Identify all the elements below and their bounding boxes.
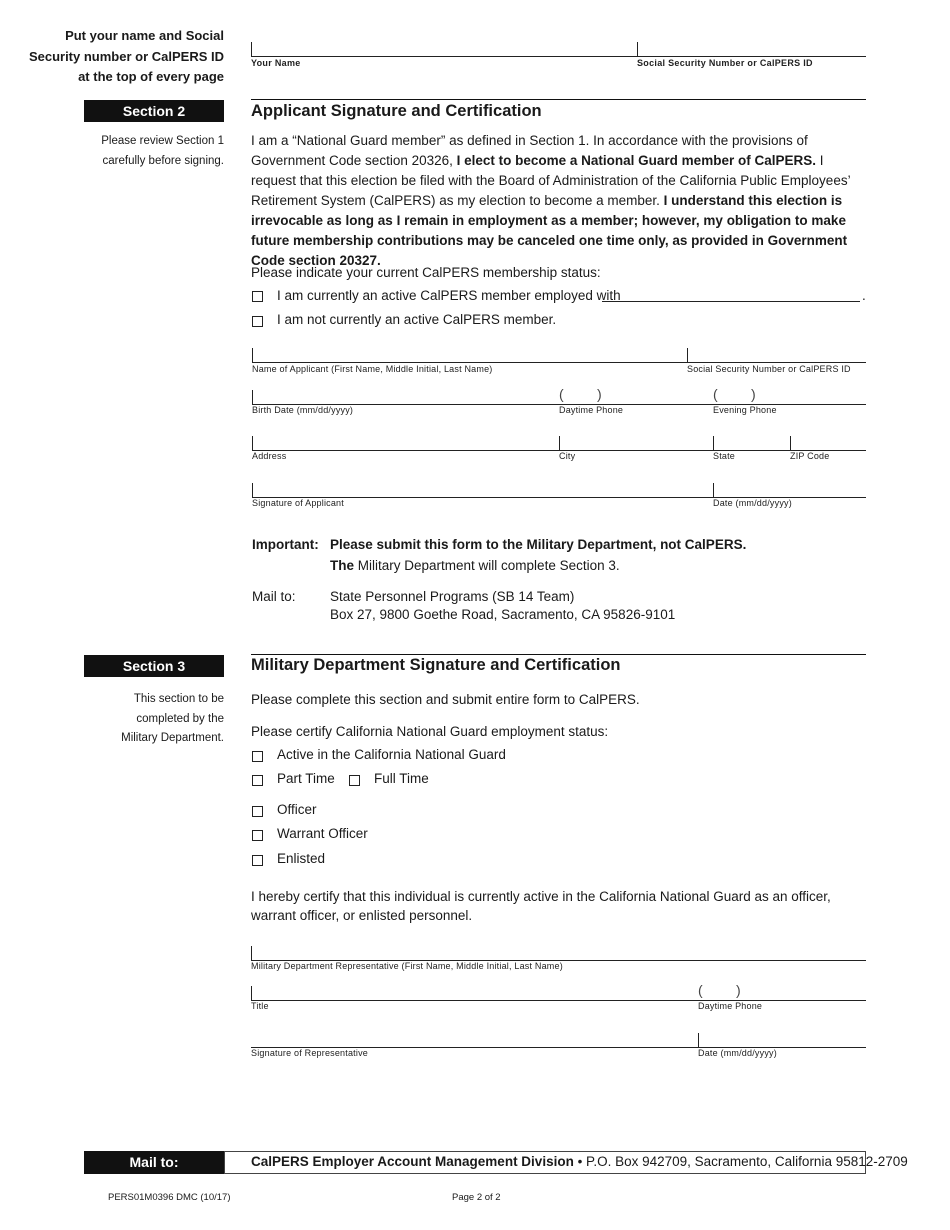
important-rest: Military Department will complete Section 3. xyxy=(354,558,620,573)
section-3-title: Military Department Signature and Certification xyxy=(251,656,621,674)
part-time-label: Part Time xyxy=(277,771,335,786)
election-paragraph xyxy=(251,131,867,271)
field-tick xyxy=(251,42,252,56)
section-3-instruction: Please complete this section and submit entire form to CalPERS. xyxy=(251,692,640,707)
important-label: Important: xyxy=(252,537,319,552)
paren-close: ) xyxy=(751,386,756,402)
side-note-line: carefully before signing. xyxy=(102,154,224,167)
representative-name-field[interactable] xyxy=(251,946,866,961)
full-time-label: Full Time xyxy=(374,771,429,786)
part-time-checkbox[interactable] xyxy=(252,775,263,786)
section-2-bar: Section 2 xyxy=(84,100,224,122)
field-tick xyxy=(713,483,714,497)
title-label: Title xyxy=(251,1001,269,1011)
state-label: State xyxy=(713,451,736,461)
officer-checkbox[interactable] xyxy=(252,806,263,817)
header-note-line: Security number or CalPERS ID xyxy=(28,48,224,64)
field-tick xyxy=(252,390,253,404)
header-note-line: Put your name and Social xyxy=(65,28,224,43)
enlisted-checkbox[interactable] xyxy=(252,855,263,866)
certification-statement xyxy=(251,888,867,925)
important-line-2 xyxy=(330,558,620,573)
field-tick xyxy=(698,1033,699,1047)
field-tick xyxy=(252,436,253,450)
paren-open: ( xyxy=(559,386,564,402)
form-id: PERS01M0396 DMC (10/17) xyxy=(108,1192,231,1203)
option-period: . xyxy=(862,288,866,303)
footer-division: CalPERS Employer Account Management Division xyxy=(251,1154,574,1169)
active-guard-label: Active in the California National Guard xyxy=(277,747,506,762)
applicant-date-label: Date (mm/dd/yyyy) xyxy=(713,498,792,508)
footer-address xyxy=(251,1154,908,1169)
section-2-side-note xyxy=(40,132,224,171)
representative-signature-row[interactable] xyxy=(251,1033,866,1048)
field-tick xyxy=(251,946,252,960)
certify-line: I hereby certify that this individual is currently active in the California National Guard as an officer, xyxy=(251,889,831,904)
header-note-line: at the top of every page xyxy=(78,69,224,84)
active-member-checkbox[interactable] xyxy=(252,291,263,302)
membership-status-prompt: Please indicate your current CalPERS membership status: xyxy=(251,265,601,280)
section-rule xyxy=(251,654,866,655)
field-tick xyxy=(559,436,560,450)
applicant-name-field[interactable] xyxy=(252,348,866,363)
title-phone-row[interactable] xyxy=(251,986,866,1001)
field-tick xyxy=(252,483,253,497)
field-tick xyxy=(790,436,791,450)
full-time-checkbox[interactable] xyxy=(349,775,360,786)
warrant-officer-checkbox[interactable] xyxy=(252,830,263,841)
paren-open: ( xyxy=(698,982,703,998)
paren-close: ) xyxy=(597,386,602,402)
field-tick xyxy=(713,436,714,450)
important-the: The xyxy=(330,558,355,573)
not-member-checkbox[interactable] xyxy=(252,316,263,327)
mail-address-line-2: Box 27, 9800 Goethe Road, Sacramento, CA 95826-9101 xyxy=(330,607,676,622)
city-label: City xyxy=(559,451,576,461)
applicant-ssn-label: Social Security Number or CalPERS ID xyxy=(687,364,851,374)
section-3-bar: Section 3 xyxy=(84,655,224,677)
section-rule xyxy=(251,99,866,100)
rep-daytime-phone-label: Daytime Phone xyxy=(698,1001,763,1011)
paragraph-bold: I understand this election is irrevocable as long as I remain in employment as a member; however, my obligation to make future membership contributions may be canceled one time only, as provided in Government Code section 20327. xyxy=(251,193,848,268)
warrant-officer-label: Warrant Officer xyxy=(277,826,368,841)
active-member-label: I am currently an active CalPERS member employed with xyxy=(277,288,621,303)
page-number: Page 2 of 2 xyxy=(452,1192,501,1203)
field-tick xyxy=(251,986,252,1000)
side-note-line: This section to be xyxy=(133,693,224,705)
footer-mailto-bar: Mail to: xyxy=(84,1151,224,1174)
important-line-1: Please submit this form to the Military Department, not CalPERS. xyxy=(330,537,747,552)
section-2-title: Applicant Signature and Certification xyxy=(251,102,542,120)
side-note-line: Military Department. xyxy=(121,732,224,744)
applicant-name-label: Name of Applicant (First Name, Middle Initial, Last Name) xyxy=(252,364,493,374)
rep-signature-label: Signature of Representative xyxy=(251,1048,368,1058)
enlisted-label: Enlisted xyxy=(277,851,326,866)
applicant-signature-label: Signature of Applicant xyxy=(252,498,344,508)
paragraph-text: I request that this election be filed with the Board of Administration of the California Public Employees’ Retirement System (CalPERS) as my election to become a member. xyxy=(251,153,851,208)
side-note-line: completed by the xyxy=(136,712,224,725)
representative-name-label: Military Department Representative (First Name, Middle Initial, Last Name) xyxy=(251,961,563,971)
paren-open: ( xyxy=(713,386,718,402)
daytime-phone-label: Daytime Phone xyxy=(559,405,624,415)
active-guard-checkbox[interactable] xyxy=(252,751,263,762)
section-2-mailto-label: Mail to: xyxy=(252,589,296,604)
zip-label: ZIP Code xyxy=(790,451,830,461)
not-member-label: I am not currently an active CalPERS member. xyxy=(277,312,557,327)
certify-status-prompt: Please certify California National Guard employment status: xyxy=(251,724,609,739)
your-name-label: Your Name xyxy=(251,58,301,68)
rep-date-label: Date (mm/dd/yyyy) xyxy=(698,1048,777,1058)
your-name-field[interactable] xyxy=(251,42,866,57)
header-ssn-label: Social Security Number or CalPERS ID xyxy=(637,58,813,68)
certify-line: warrant officer, or enlisted personnel. xyxy=(251,907,473,923)
evening-phone-label: Evening Phone xyxy=(713,405,777,415)
address-label: Address xyxy=(252,451,287,461)
field-tick xyxy=(637,42,638,56)
mail-address-line-1: State Personnel Programs (SB 14 Team) xyxy=(330,589,575,604)
side-note-line: Please review Section 1 xyxy=(101,135,224,147)
paragraph-bold: I elect to become a National Guard member of CalPERS. xyxy=(456,153,816,168)
paragraph-text: I am a “National Guard member” as defined in Section 1. In accordance with the provisions of Government Code section 20326, xyxy=(251,133,808,168)
field-tick xyxy=(687,348,688,362)
footer-po-box: • P.O. Box 942709, Sacramento, California 95812-2709 xyxy=(573,1154,908,1169)
paren-close: ) xyxy=(736,982,741,998)
officer-label: Officer xyxy=(277,802,317,817)
employer-field[interactable] xyxy=(602,288,860,302)
applicant-signature-row[interactable] xyxy=(252,483,866,498)
header-instruction xyxy=(20,26,224,88)
section-3-side-note xyxy=(40,690,224,749)
field-tick xyxy=(252,348,253,362)
birth-date-label: Birth Date (mm/dd/yyyy) xyxy=(252,405,354,415)
